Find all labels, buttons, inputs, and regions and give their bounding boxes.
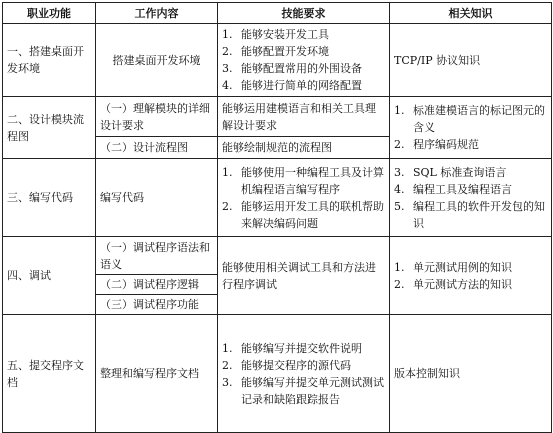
- content-cell: 编写代码: [96, 159, 218, 237]
- function-cell: 一、搭建桌面开发环境: [3, 24, 96, 97]
- list-item: 2. 程序编码规范: [394, 138, 479, 151]
- knowledge-list: [394, 102, 547, 153]
- content-cell: （一）理解模块的详细设计要求: [96, 97, 218, 137]
- list-item: 2. 单元测试方法的知识: [394, 277, 512, 291]
- table-row: [3, 159, 552, 237]
- list-item: 1. 能够安装开发工具: [222, 28, 329, 41]
- table-row: [3, 237, 552, 275]
- list-item: 2. 能够运用开发工具的联机帮助来解决编码问题: [222, 199, 384, 230]
- list-item: 1. 能够使用一种编程工具及计算机编程语言编写程序: [222, 165, 384, 196]
- content-cell: （三）调试程序功能: [96, 295, 218, 315]
- list-item: 2. 能够配置开发环境: [222, 45, 329, 58]
- list-item: 2. 能够提交程序的源代码: [222, 358, 351, 372]
- skills-list: [222, 340, 385, 408]
- list-item: 5. 编程工具的软件开发包的知识: [394, 199, 545, 230]
- knowledge-cell: [390, 97, 552, 159]
- skills-cell: [218, 159, 390, 237]
- header-function: 职业功能: [3, 3, 96, 24]
- knowledge-cell: [390, 159, 552, 237]
- list-item: 3. 能够编写并提交单元测试测试记录和缺陷跟踪报告: [222, 375, 384, 406]
- skills-list: [222, 26, 385, 94]
- content-cell: （二）调试程序逻辑: [96, 275, 218, 295]
- list-item: 1. 能够编写并提交软件说明: [222, 341, 362, 355]
- content-cell: 搭建桌面开发环境: [96, 24, 218, 97]
- list-item: 4. 能够进行简单的网络配置: [222, 79, 362, 92]
- content-cell: （一）调试程序语法和语义: [96, 237, 218, 275]
- list-item: 1. 标准建模语言的标记图元的含义: [394, 104, 545, 134]
- list-item: 3. 能够配置常用的外围设备: [222, 62, 362, 75]
- header-content: 工作内容: [96, 3, 218, 24]
- knowledge-list: [394, 164, 547, 232]
- header-row: [3, 3, 552, 24]
- table-row: [3, 24, 552, 97]
- skills-cell: 能够使用相关调试工具和方法进行程序调试: [218, 237, 390, 315]
- knowledge-cell: [390, 237, 552, 315]
- skills-list: [222, 164, 385, 232]
- skills-cell: [218, 24, 390, 97]
- content-cell: （二）设计流程图: [96, 137, 218, 159]
- job-skill-table: [2, 2, 552, 433]
- knowledge-cell: TCP/IP 协议知识: [390, 24, 552, 97]
- function-cell: 四、调试: [3, 237, 96, 315]
- table-row: [3, 315, 552, 433]
- header-knowledge: 相关知识: [390, 3, 552, 24]
- header-skills: 技能要求: [218, 3, 390, 24]
- function-cell: 五、提交程序文档: [3, 315, 96, 433]
- skills-cell: [218, 315, 390, 433]
- function-cell: 二、设计模块流程图: [3, 97, 96, 159]
- knowledge-list: [394, 259, 547, 293]
- content-cell: 整理和编写程序文档: [96, 315, 218, 433]
- list-item: 3. SQL 标准查询语言: [394, 165, 507, 179]
- function-cell: 三、编写代码: [3, 159, 96, 237]
- list-item: 4. 编程工具及编程语言: [394, 182, 512, 196]
- list-item: 1. 单元测试用例的知识: [394, 260, 512, 274]
- table-row: [3, 97, 552, 137]
- skills-cell: 能够运用建模语言和相关工具理解设计要求: [218, 97, 390, 137]
- skills-cell: 能够绘制规范的流程图: [218, 137, 390, 159]
- knowledge-cell: 版本控制知识: [390, 315, 552, 433]
